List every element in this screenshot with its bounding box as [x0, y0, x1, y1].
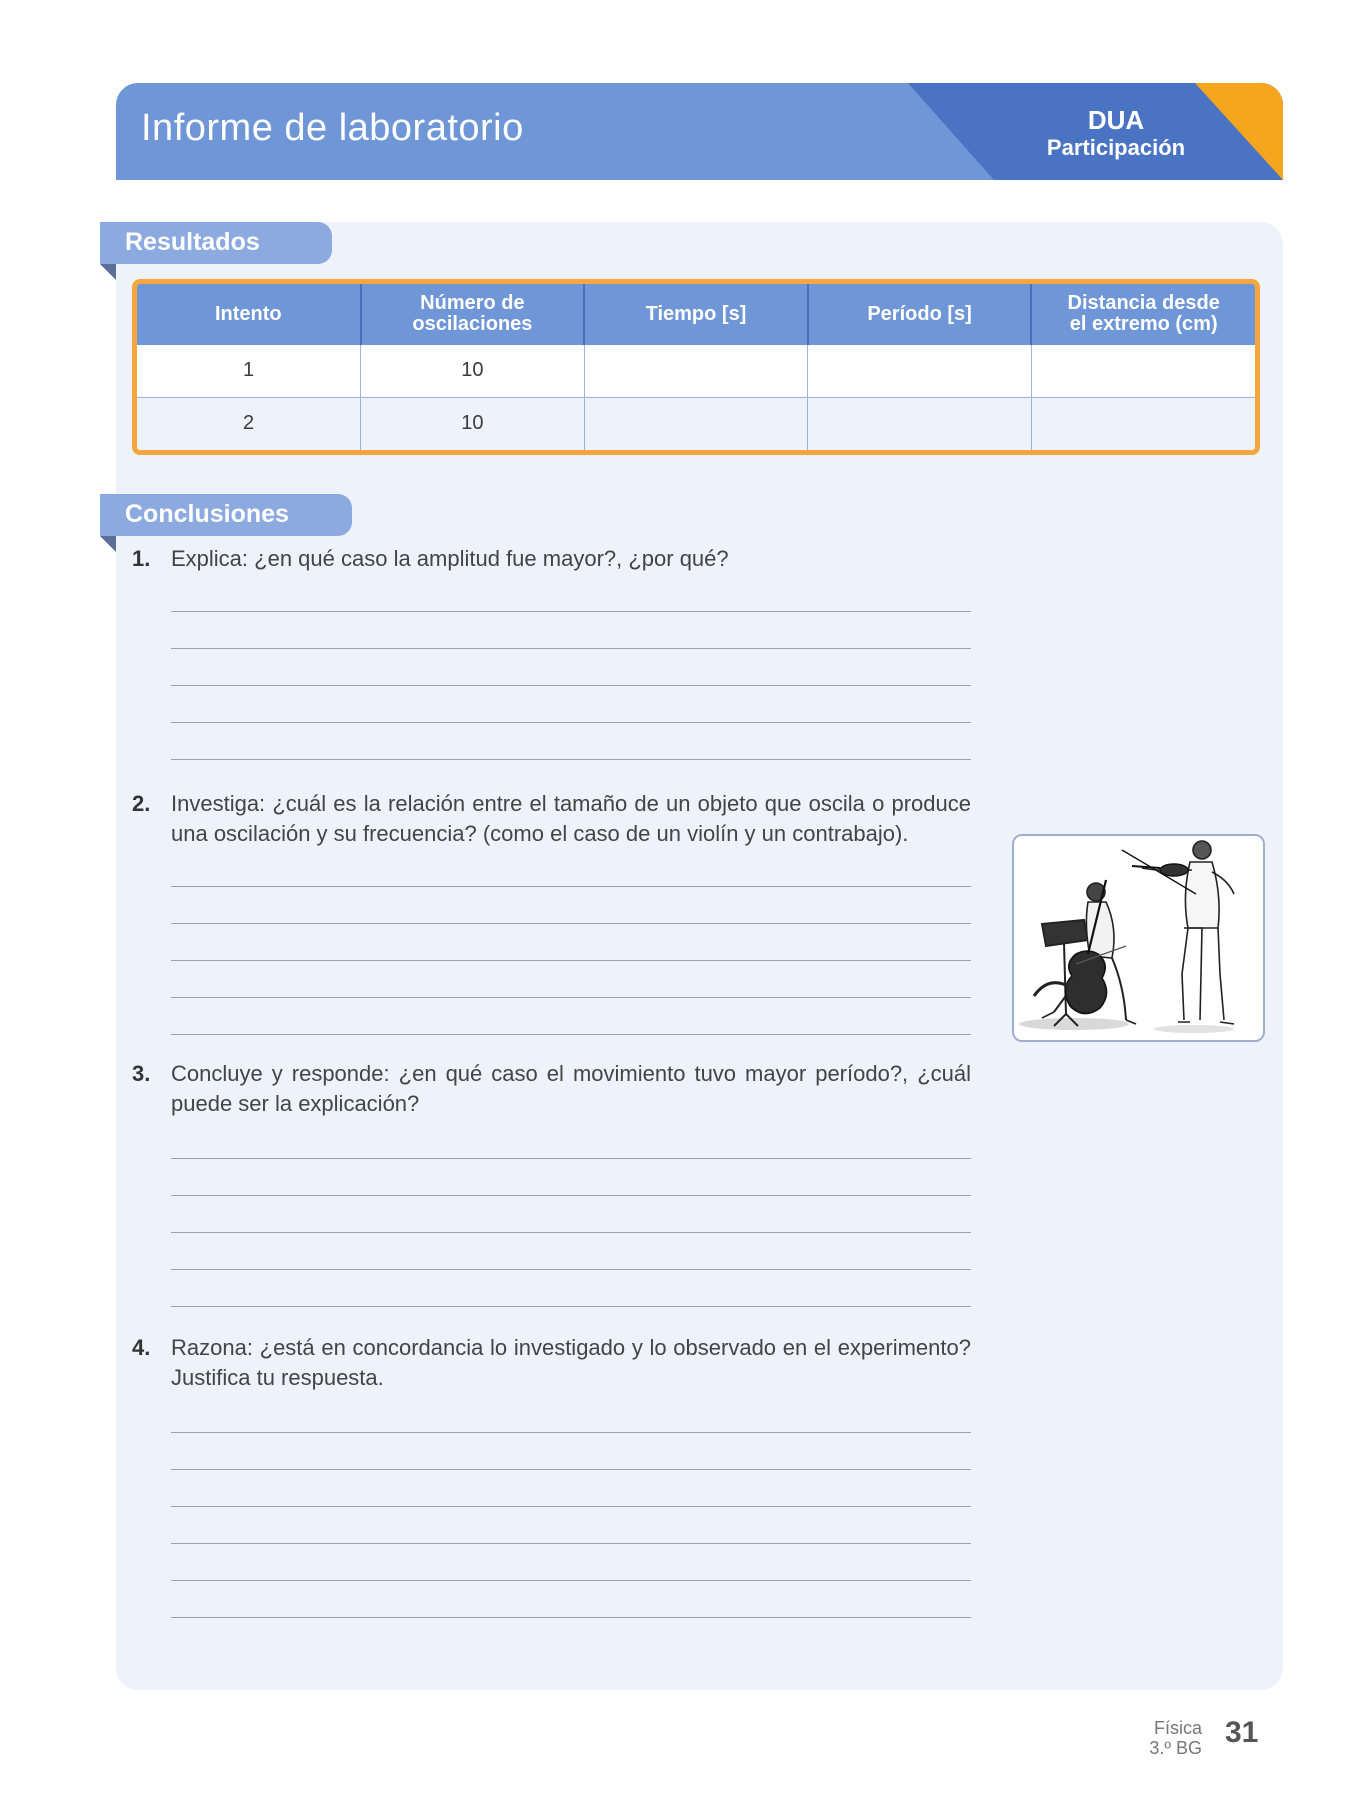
table-cell-periodo[interactable] — [808, 397, 1032, 450]
column-header-periodo — [808, 284, 1032, 345]
table-cell-tiempo[interactable] — [584, 397, 808, 450]
section-tab-results: Resultados — [100, 222, 332, 264]
answer-line[interactable] — [171, 1580, 971, 1581]
column-header-text: Distancia desde — [1067, 292, 1220, 315]
table-cell-distancia[interactable] — [1031, 397, 1255, 450]
results-table-grid — [137, 284, 1255, 450]
page-header — [116, 83, 1283, 180]
answer-line[interactable] — [171, 997, 971, 998]
answer-line[interactable] — [171, 1506, 971, 1507]
answer-line[interactable] — [171, 1543, 971, 1544]
tab-fold-conclusions — [100, 536, 116, 552]
answer-line[interactable] — [171, 1034, 971, 1035]
dua-badge — [1016, 105, 1216, 161]
column-header-text: Período [s] — [867, 302, 972, 325]
answer-line[interactable] — [171, 1306, 971, 1307]
answer-line[interactable] — [171, 1617, 971, 1618]
column-header-text: Número de — [420, 292, 525, 315]
question-number: 2. — [132, 791, 151, 816]
question-number: 4. — [132, 1335, 151, 1360]
answer-line[interactable] — [171, 611, 971, 612]
answer-line[interactable] — [171, 1469, 971, 1470]
table-cell: 1 — [137, 345, 361, 398]
tab-fold-results — [100, 264, 116, 280]
column-header-text: oscilaciones — [412, 313, 533, 336]
table-cell-periodo[interactable] — [808, 345, 1032, 398]
answer-line[interactable] — [171, 648, 971, 649]
answer-line[interactable] — [171, 1232, 971, 1233]
table-cell-tiempo[interactable] — [584, 345, 808, 398]
column-header-text: Tiempo [s] — [645, 302, 747, 325]
answer-line[interactable] — [171, 685, 971, 686]
column-header-text: el extremo (cm) — [1069, 313, 1218, 336]
musicians-illustration-icon — [1014, 836, 1263, 1040]
results-table — [132, 279, 1260, 455]
answer-line[interactable] — [171, 960, 971, 961]
question-text: Explica: ¿en qué caso la amplitud fue mayor?, ¿por qué? — [171, 546, 729, 571]
section-tab-conclusions: Conclusiones — [100, 494, 352, 536]
table-header-row — [137, 284, 1255, 345]
table-row — [137, 345, 1255, 398]
answer-line[interactable] — [171, 1158, 971, 1159]
footer-subject — [1120, 1718, 1202, 1758]
table-row — [137, 397, 1255, 450]
musicians-illustration — [1012, 834, 1265, 1042]
page-title: Informe de laboratorio — [141, 107, 524, 149]
question-number: 3. — [132, 1061, 151, 1086]
footer-subject-name: Física — [1153, 1718, 1202, 1738]
question-number: 1. — [132, 546, 151, 571]
page-number: 31 — [1225, 1716, 1259, 1749]
question-text: Razona: ¿está en concordancia lo investigado y lo observado en el experimento? Justifica tu respuesta. — [171, 1335, 971, 1390]
question-text: Investiga: ¿cuál es la relación entre el tamaño de un objeto que oscila o produce una oscilación y su frecuencia? (como el caso de un violín y un contrabajo). — [171, 791, 971, 846]
answer-line[interactable] — [171, 886, 971, 887]
answer-line[interactable] — [171, 923, 971, 924]
answer-line[interactable] — [171, 1269, 971, 1270]
column-header-intento — [137, 284, 361, 345]
answer-line[interactable] — [171, 722, 971, 723]
table-cell: 2 — [137, 397, 361, 450]
answer-line[interactable] — [171, 1432, 971, 1433]
answer-line[interactable] — [171, 759, 971, 760]
column-header-oscilaciones — [361, 284, 585, 345]
table-cell: 10 — [361, 397, 585, 450]
column-header-distancia — [1031, 284, 1255, 345]
question-text: Concluye y responde: ¿en qué caso el movimiento tuvo mayor período?, ¿cuál puede ser la explicación? — [171, 1061, 971, 1116]
dua-badge-title: DUA — [1087, 105, 1145, 135]
dua-badge-subtitle: Participación — [1046, 135, 1186, 160]
table-cell: 10 — [361, 345, 585, 398]
column-header-tiempo — [584, 284, 808, 345]
table-cell-distancia[interactable] — [1031, 345, 1255, 398]
answer-line[interactable] — [171, 1195, 971, 1196]
column-header-text: Intento — [214, 302, 282, 325]
footer-grade: 3.º BG — [1149, 1738, 1202, 1758]
